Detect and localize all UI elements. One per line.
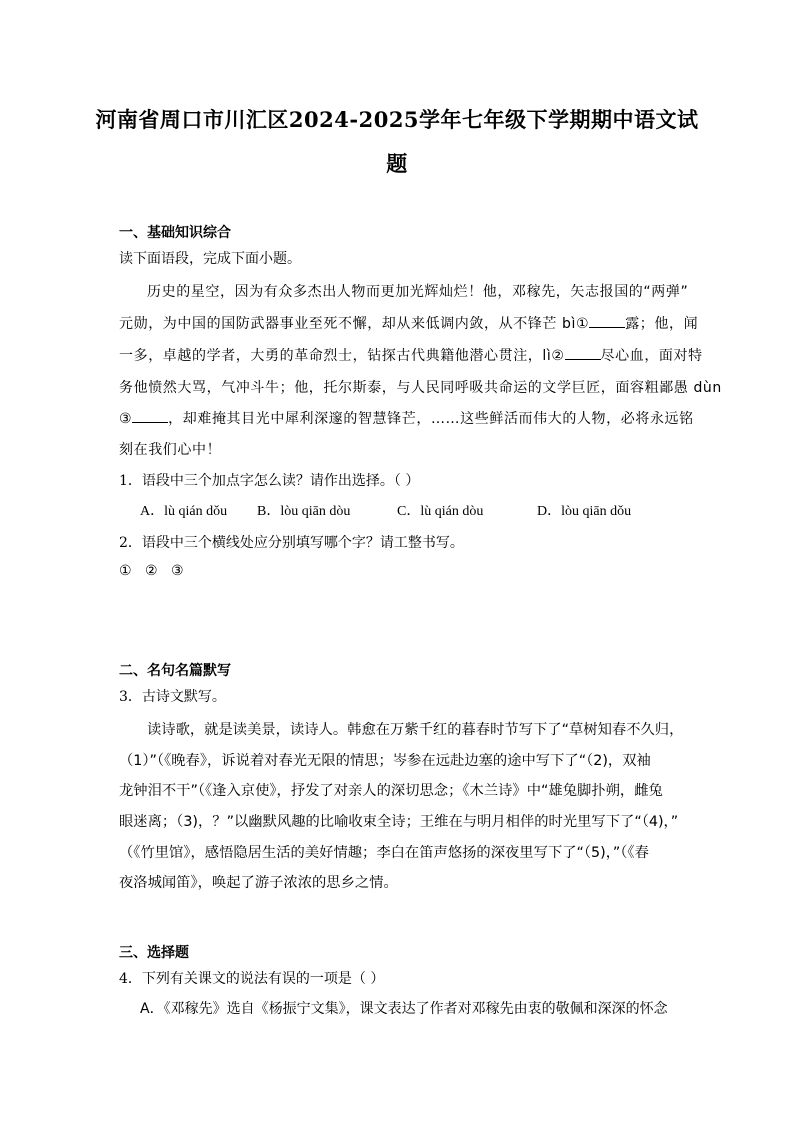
recitation-line-1: 读诗歌，就是读美景，读诗人。韩愈在万紫千红的暮春时节写下了“草树知春不久归， [147,722,684,738]
recitation-line-4: 眼迷离；（3)，？”以幽默风趣的比喻收束全诗；王维在与明月相伴的时光里写下了“（4)，” [119,814,679,830]
q1-option-b: B．lòu qiān dòu [257,504,351,519]
q1-option-d: D．lòu qiān dǒu [537,504,632,519]
question-4-stem: 4．下列有关课文的说法有误的一项是（ ） [119,971,385,987]
question-3-stem: 3．古诗文默写。 [119,689,226,705]
title-line-2: 题 [386,151,408,176]
passage-line-4: 务他愤然大骂，气冲斗牛；他，托尔斯泰，与人民同呼吸共命运的文学巨匠，面容粗鄙愚 dùn [119,380,722,396]
section-heading-basics: 一、基础知识综合 [119,225,231,241]
passage-line-3b: 尽心血，面对特 [600,348,703,364]
q4-option-a: A．《邓稼先》选自《杨振宁文集》，课文表达了作者对邓稼先由衷的敬佩和深深的怀念 [140,1001,668,1017]
question-2-stem: 2．语段中三个横线处应分别填写哪个字？请工整书写。 [119,535,464,551]
passage-line-2a: 元勋，为中国的国防武器事业至死不懈，却从来低调内敛，从不锋芒 bì① [119,316,590,332]
q1-option-c: C．lù qián dòu [397,504,484,519]
passage-line-5b: ，却难掩其目光中犀利深邃的智慧锋芒，……这些鲜活而伟大的人物，必将永远铭 [168,411,694,427]
passage-line-3 [119,345,703,365]
q1-option-a: A．lù qián dǒu [140,504,228,519]
recitation-line-2: （1）”（《晚春》，诉说着对春光无限的情思；岑参在远赴边塞的途中写下了“（2)，双袖 [119,753,651,769]
blank-2 [565,347,601,360]
section-heading-choice: 三、选择题 [119,945,189,961]
passage-line-5a: ③ [119,411,133,427]
passage-line-6: 刻在我们心中！ [119,442,222,458]
answer-mark-1: ① [119,563,132,579]
answer-mark-2: ② [145,563,158,579]
passage-line-1: 历史的星空，因为有众多杰出人物而更加光辉灿烂！他，邓稼先，矢志报国的“两弹” [147,284,689,300]
recitation-line-3: 龙钟泪不干”（《逢入京使》，抒发了对亲人的深切思念；《木兰诗》中“雄兔脚扑朔，雌兔 [119,783,663,799]
passage-line-3a: 一多，卓越的学者，大勇的革命烈士，钻探古代典籍他潜心贯注，lì② [119,348,565,364]
answer-mark-3: ③ [171,563,184,579]
section-heading-recitation: 二、名句名篇默写 [119,663,231,679]
question-1-stem: 1．语段中三个加点字怎么读？请作出选择。（ ） [119,473,420,489]
title-line-1: 河南省周口市川汇区2024-2025学年七年级下学期期中语文试 [95,107,699,132]
recitation-line-6: 夜洛城闻笛》，唤起了游子浓浓的思乡之情。 [119,875,398,891]
recitation-line-5: （《竹里馆》，感悟隐居生活的美好情趣；李白在笛声悠扬的深夜里写下了“（5)，”（《春 [119,845,649,861]
passage-line-2 [119,313,699,333]
blank-1 [589,315,625,328]
passage-line-5 [119,408,694,428]
instruction-text: 读下面语段，完成下面小题。 [119,251,301,267]
blank-3 [132,410,168,423]
passage-line-2b: 露；他，闻 [625,316,699,332]
